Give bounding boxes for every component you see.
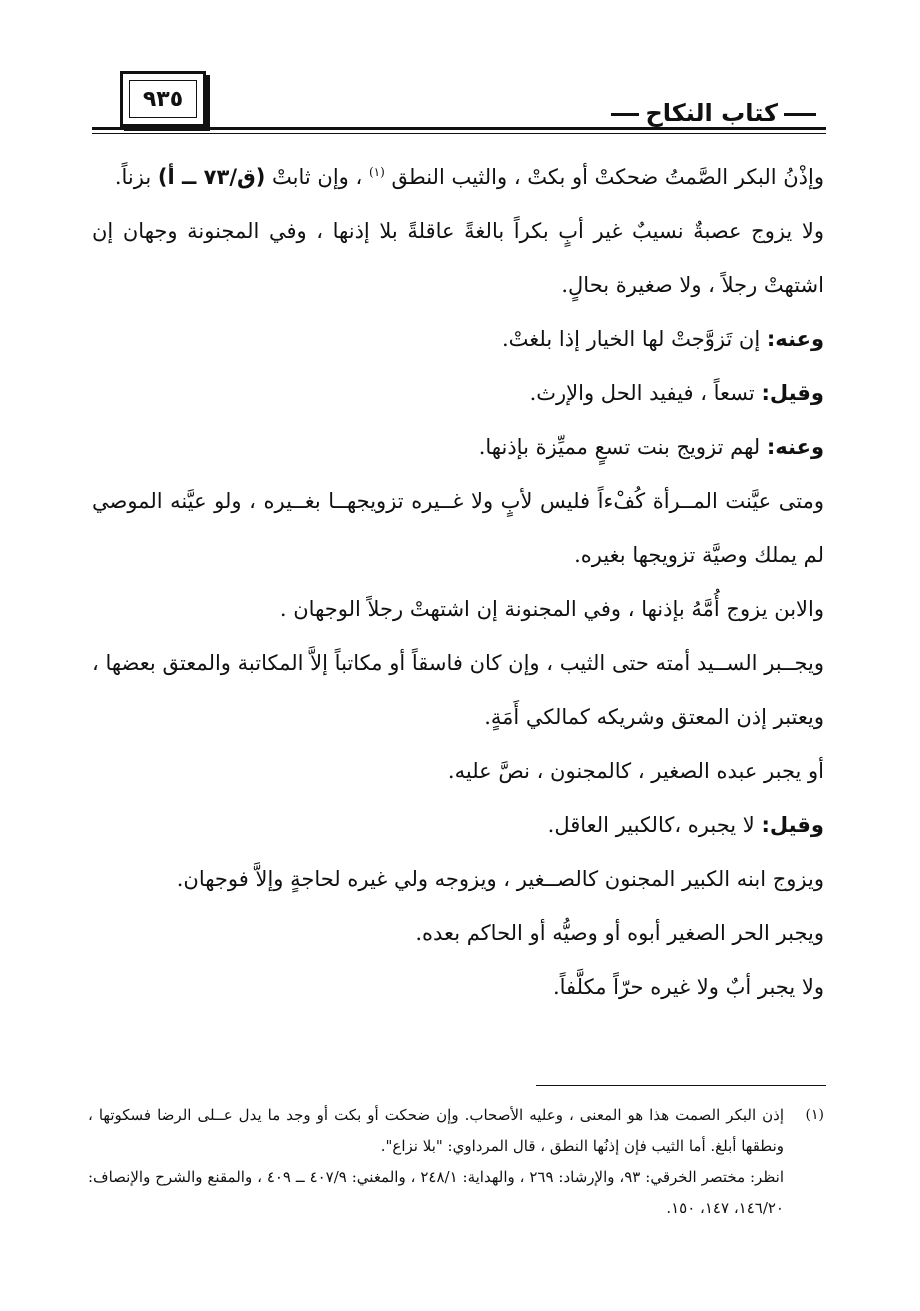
- paragraph-text: تسعاً ، فيفيد الحل والإرث.: [529, 381, 755, 405]
- paragraph-text: ولا يزوج عصبةٌ نسيبٌ غير أبٍ بكراً بالغةً عاقلةً بلا إذنها ، وفي المجنونة وجهان إن اشتهتْ رجلاً ، ولا صغيرة بحالٍ.: [92, 219, 824, 297]
- paragraph-text: ولا يجبر أبٌ ولا غيره حرّاً مكلَّفاً.: [552, 975, 824, 999]
- paragraph: [92, 420, 824, 474]
- paragraph-keyword: وعنه:: [766, 435, 824, 459]
- paragraph-text: ويزوج ابنه الكبير المجنون كالصــغير ، ويزوجه ولي غيره لحاجةٍ وإلاَّ فوجهان.: [176, 867, 824, 891]
- paragraph-text-end: بزناً.: [114, 165, 152, 189]
- running-head-dash-right: [784, 113, 816, 116]
- paragraph: [92, 474, 824, 582]
- paragraph-text: لهم تزويج بنت تسعٍ مميِّزة بإذنها.: [478, 435, 761, 459]
- paragraph-text: ويجبر الحر الصغير أبوه أو وصيُّه أو الحاكم بعده.: [415, 921, 824, 945]
- paragraph: [92, 852, 824, 906]
- paragraph-text: أو يجبر عبده الصغير ، كالمجنون ، نصَّ عليه.: [447, 759, 824, 783]
- paragraph-text: والابن يزوج أُمَّهُ بإذنها ، وفي المجنونة إن اشتهتْ رجلاً الوجهان .: [279, 597, 824, 621]
- footnote-line: إذن البكر الصمت هذا هو المعنى ، وعليه الأصحاب. وإن ضحكت أو بكت أو وجد ما يدل عــلى الرضا فسكوتها ، ونطقها أبلغ. أما الثيب فإن إذنُها النطق ، قال المرداوي: "بلا نزاع".: [88, 1106, 784, 1155]
- footnote-body: [88, 1100, 784, 1224]
- paragraph: [92, 906, 824, 960]
- main-text: [92, 150, 824, 1014]
- footnote: [88, 1100, 824, 1224]
- running-head: [611, 96, 816, 130]
- paragraph: [92, 798, 824, 852]
- paragraph: [92, 312, 824, 366]
- footnote-separator: [536, 1085, 826, 1086]
- paragraph-text: وإذْنُ البكر الصَّمتُ ضحكتْ أو بكتْ ، والثيب النطق: [391, 165, 824, 189]
- footnote-number: (١): [805, 1107, 824, 1123]
- paragraph: [92, 960, 824, 1014]
- header-rule-thick: [92, 127, 826, 130]
- footnote-marker-ref[interactable]: (١): [368, 165, 385, 179]
- paragraph: [92, 744, 824, 798]
- paragraph-keyword: وقيل:: [761, 381, 824, 405]
- header-rule-thin: [92, 133, 826, 134]
- paragraph: [92, 636, 824, 744]
- paragraph-text: ومتى عيَّنت المــرأة كُفْءاً فليس لأبٍ ولا غــيره تزويجهــا بغــيره ، ولو عيَّنه الموصي لم يملك وصيَّة تزويجها بغيره.: [92, 489, 824, 567]
- paragraph: [92, 582, 824, 636]
- paragraph-text: ويجــبر الســيد أمته حتى الثيب ، وإن كان فاسقاً أو مكاتباً إلاَّ المكاتبة والمعتق بعضها ، ويعتبر إذن المعتق وشريكه كمالكي أَمَةٍ.: [92, 651, 824, 729]
- paragraph-keyword: وعنه:: [766, 327, 824, 351]
- paragraph: [92, 204, 824, 312]
- footnote-line: انظر: مختصر الخرقي: ٩٣، والإرشاد: ٢٦٩ ، والهداية: ٢٤٨/١ ، والمغني: ٤٠٧/٩ ــ ٤٠٩ ، والمقنع والشرح والإنصاف: ١٤٦/٢٠، ١٤٧، ١٥٠.: [88, 1168, 784, 1217]
- page-number: ٩٣٥: [129, 80, 197, 118]
- running-title: كتاب النكاح: [645, 99, 778, 127]
- paragraph-keyword: وقيل:: [761, 813, 824, 837]
- paragraph-text: لا يجبره ،كالكبير العاقل.: [547, 813, 755, 837]
- paragraph: [92, 150, 824, 204]
- paragraph-text-cont: ، وإن ثابتْ: [272, 165, 363, 189]
- running-head-dash-left: [611, 113, 639, 116]
- page-number-box: [120, 71, 206, 127]
- manuscript-reference: (ق/٧٣ ــ أ): [157, 165, 266, 189]
- paragraph: [92, 366, 824, 420]
- paragraph-text: إن تَزوَّجتْ لها الخيار إذا بلغتْ.: [502, 327, 761, 351]
